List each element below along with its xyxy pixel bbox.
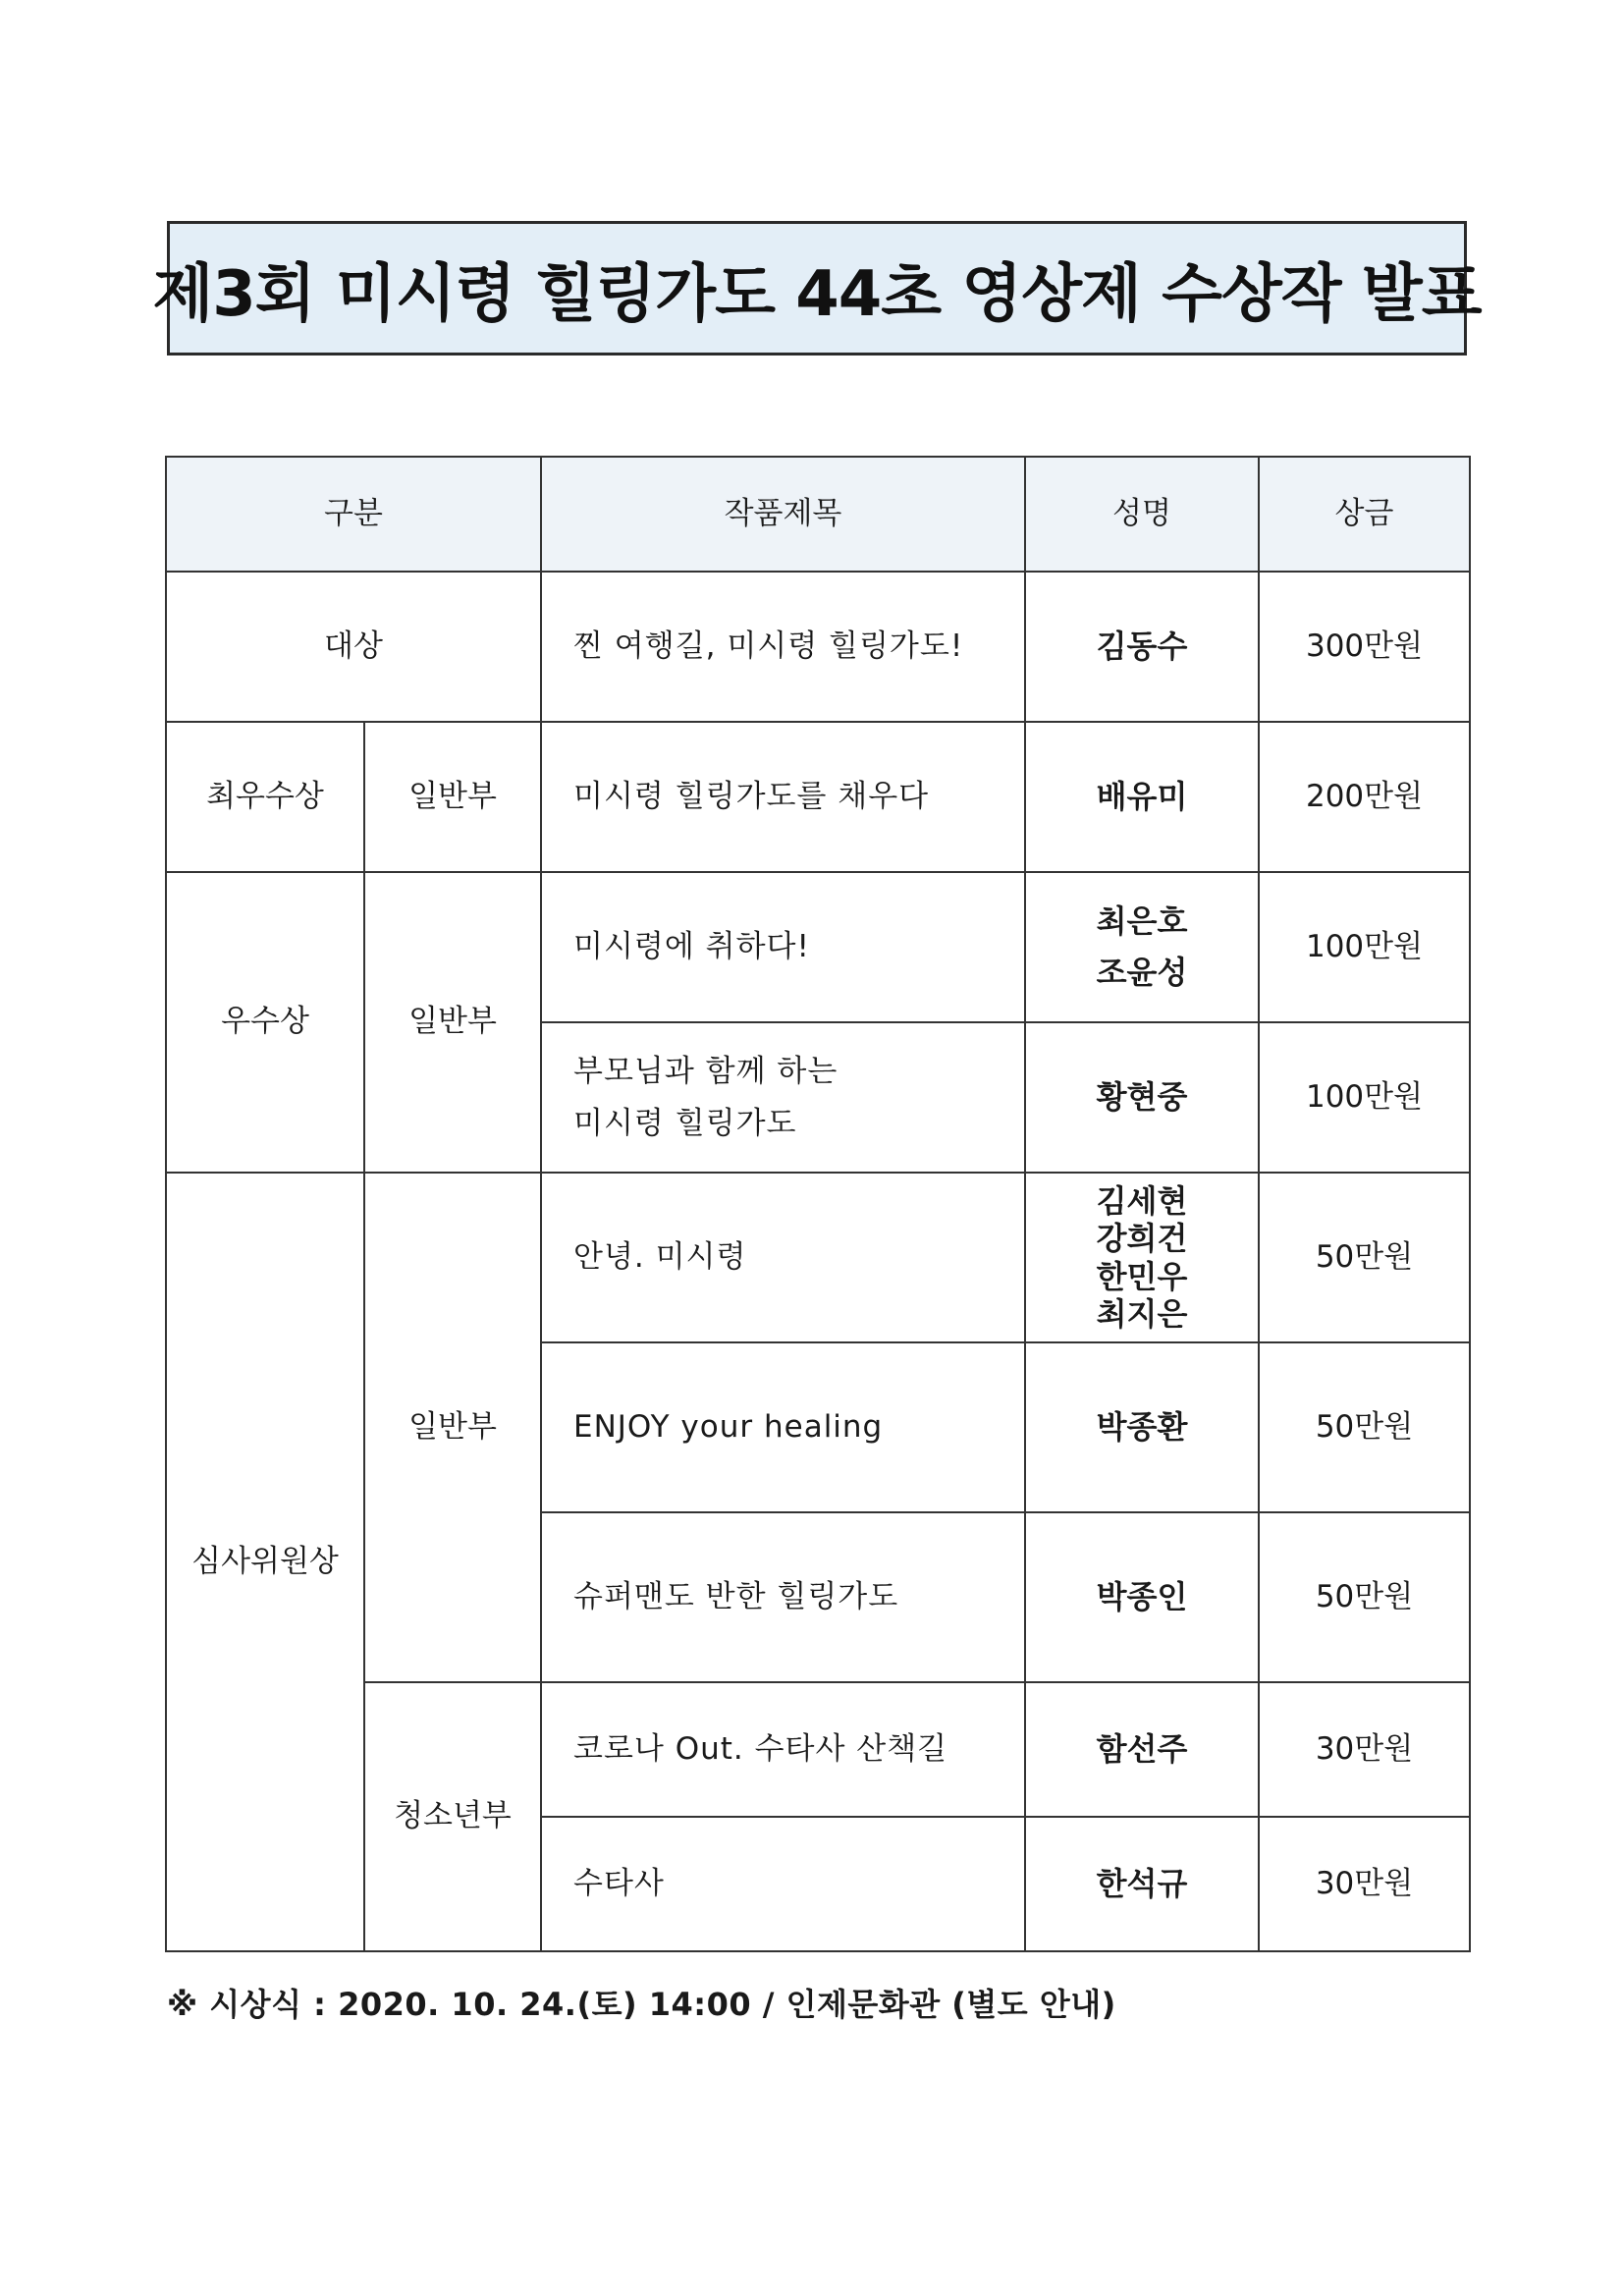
- award-jury: 심사위원상: [166, 1173, 364, 1951]
- work-title: 미시령 힐링가도를 채우다: [541, 722, 1025, 872]
- winner-names: [1025, 1512, 1259, 1682]
- winner-names: [1025, 1817, 1259, 1951]
- work-title: [541, 1022, 1025, 1173]
- work-title-line: 미시령에 취하다!: [573, 929, 810, 965]
- winner-name: 최지은: [1096, 1294, 1188, 1333]
- header-work-title: 작품제목: [541, 457, 1025, 572]
- work-title: 수타사: [541, 1817, 1025, 1951]
- winner-name: 황현중: [1096, 1077, 1188, 1116]
- winner-name: 김동수: [1025, 572, 1259, 722]
- winner-name: 박종인: [1096, 1577, 1188, 1615]
- work-title: ENJOY your healing: [541, 1342, 1025, 1512]
- header-category: 구분: [166, 457, 541, 572]
- prize-amount: 300만원: [1259, 572, 1470, 722]
- division-general: 일반부: [364, 1173, 541, 1682]
- winner-names: [1025, 1022, 1259, 1173]
- winner-name: 한민우: [1096, 1257, 1188, 1295]
- work-title-line: 부모님과 함께 하는: [573, 1053, 839, 1089]
- prize-amount: 100만원: [1259, 872, 1470, 1022]
- winner-name: 최은호: [1096, 902, 1188, 941]
- ceremony-note: ※ 시상식 : 2020. 10. 24.(토) 14:00 / 인제문화관 (별도 안내): [167, 1986, 1116, 2023]
- prize-amount: 30만원: [1259, 1817, 1470, 1951]
- table-row: [166, 872, 1470, 1022]
- prize-amount: 200만원: [1259, 722, 1470, 872]
- winner-name: 배유미: [1025, 722, 1259, 872]
- winner-name: 함선주: [1096, 1729, 1188, 1768]
- table-row: [166, 572, 1470, 722]
- award-best: 최우수상: [166, 722, 364, 872]
- work-title: 찐 여행길, 미시령 힐링가도!: [541, 572, 1025, 722]
- table-row: [166, 1173, 1470, 1342]
- work-title: [541, 872, 1025, 1022]
- awards-table: [165, 456, 1471, 1952]
- page-title: 제3회 미시령 힐링가도 44초 영상제 수상작 발표: [152, 257, 1482, 331]
- title-box: [152, 221, 1482, 355]
- header-name: 성명: [1025, 457, 1259, 572]
- work-title: 안녕. 미시령: [541, 1173, 1025, 1342]
- prize-amount: 50만원: [1259, 1342, 1470, 1512]
- prize-amount: 30만원: [1259, 1682, 1470, 1817]
- winner-name: 조윤성: [1096, 953, 1188, 991]
- winner-names: [1025, 1173, 1259, 1342]
- winner-names: [1025, 872, 1259, 1022]
- header-row: [166, 457, 1470, 572]
- winner-name: 강희건: [1096, 1220, 1188, 1258]
- winner-names: [1025, 1342, 1259, 1512]
- award-grand: 대상: [166, 572, 541, 722]
- work-title: 슈퍼맨도 반한 힐링가도: [541, 1512, 1025, 1682]
- winner-name: 한석규: [1096, 1864, 1188, 1902]
- winner-names: [1025, 1682, 1259, 1817]
- division-general: 일반부: [364, 872, 541, 1173]
- award-excellence: 우수상: [166, 872, 364, 1173]
- division-general: 일반부: [364, 722, 541, 872]
- work-title: 코로나 Out. 수타사 산책길: [541, 1682, 1025, 1817]
- prize-amount: 50만원: [1259, 1173, 1470, 1342]
- prize-amount: 50만원: [1259, 1512, 1470, 1682]
- prize-amount: 100만원: [1259, 1022, 1470, 1173]
- header-prize: 상금: [1259, 457, 1470, 572]
- work-title-line: 미시령 힐링가도: [573, 1105, 797, 1141]
- winner-name: 김세현: [1096, 1181, 1188, 1220]
- winner-name: 박종환: [1096, 1407, 1188, 1446]
- division-youth: 청소년부: [364, 1682, 541, 1951]
- table-row: [166, 722, 1470, 872]
